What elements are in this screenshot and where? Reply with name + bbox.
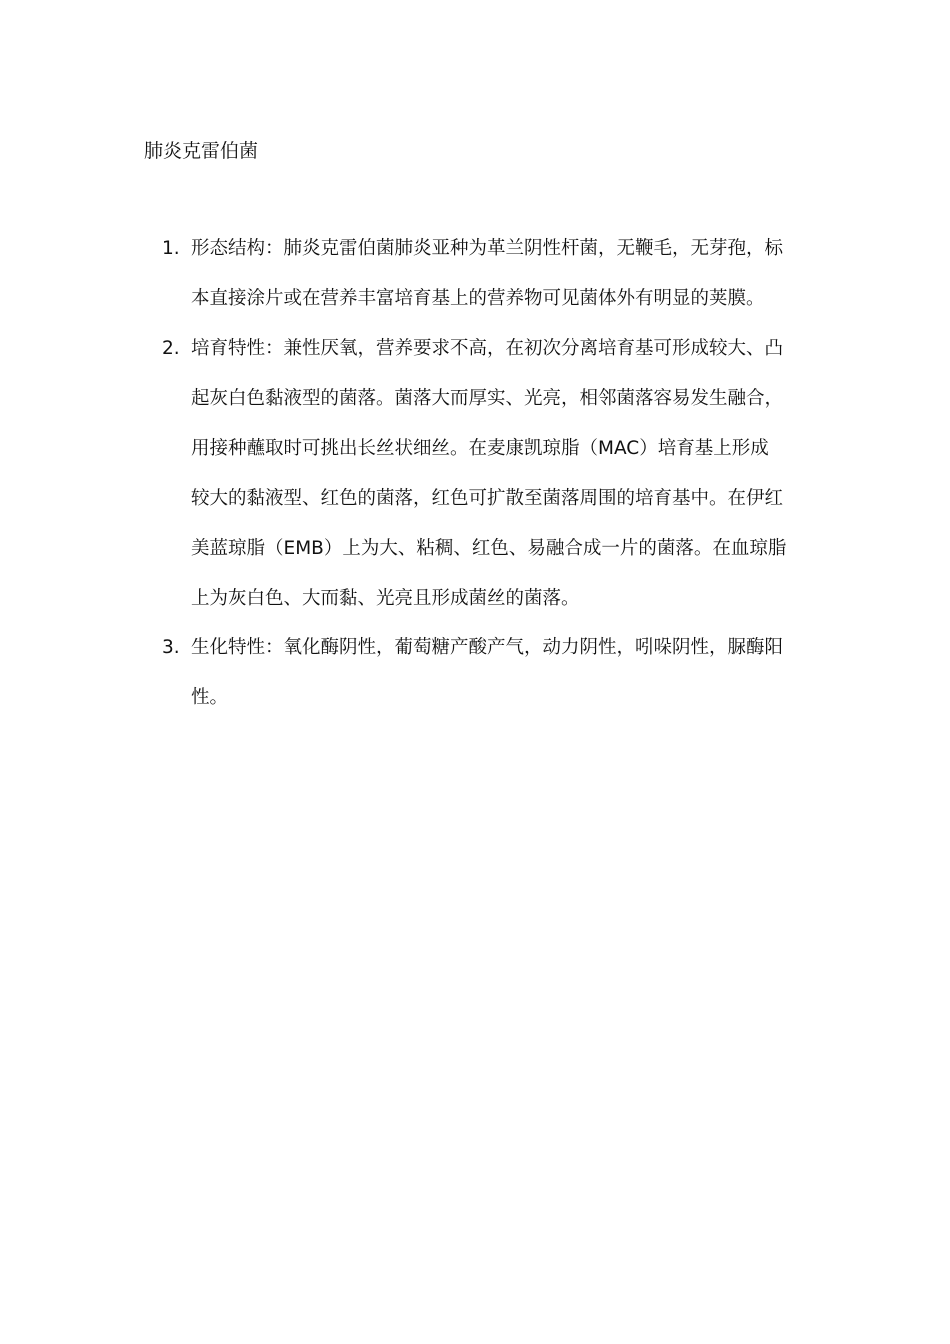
text-line: 起灰白色黏液型的菌落。菌落大而厚实、光亮，相邻菌落容易发生融合， bbox=[191, 388, 784, 409]
text-line: 美蓝琼脂（EMB）上为大、粘稠、红色、易融合成一片的菌落。在血琼脂 bbox=[191, 538, 787, 559]
document-title: 肺炎克雷伯菌 bbox=[144, 140, 259, 162]
list-item-number: 2. bbox=[162, 338, 180, 359]
list-item-number: 3. bbox=[162, 637, 180, 658]
text-line: 培育特性：兼性厌氧，营养要求不高，在初次分离培育基可形成较大、凸 bbox=[191, 338, 784, 359]
text-line: 用接种蘸取时可挑出长丝状细丝。在麦康凯琼脂（MAC）培育基上形成 bbox=[191, 438, 769, 459]
text-line: 上为灰白色、大而黏、光亮且形成菌丝的菌落。 bbox=[191, 588, 580, 609]
list-item-text bbox=[191, 324, 812, 624]
text-line: 性。 bbox=[191, 687, 229, 708]
text-line: 较大的黏液型、红色的菌落，红色可扩散至菌落周围的培育基中。在伊红 bbox=[191, 488, 784, 509]
text-line: 形态结构：肺炎克雷伯菌肺炎亚种为革兰阴性杆菌，无鞭毛，无芽孢，标 bbox=[191, 238, 784, 259]
text-line: 生化特性：氧化酶阴性，葡萄糖产酸产气，动力阴性，吲哚阴性，脲酶阳 bbox=[191, 637, 784, 658]
text-line: 本直接涂片或在营养丰富培育基上的营养物可见菌体外有明显的荚膜。 bbox=[191, 288, 765, 309]
list-item-number: 1. bbox=[162, 238, 180, 259]
list-item-text bbox=[191, 623, 812, 723]
list-item-text bbox=[191, 224, 812, 324]
